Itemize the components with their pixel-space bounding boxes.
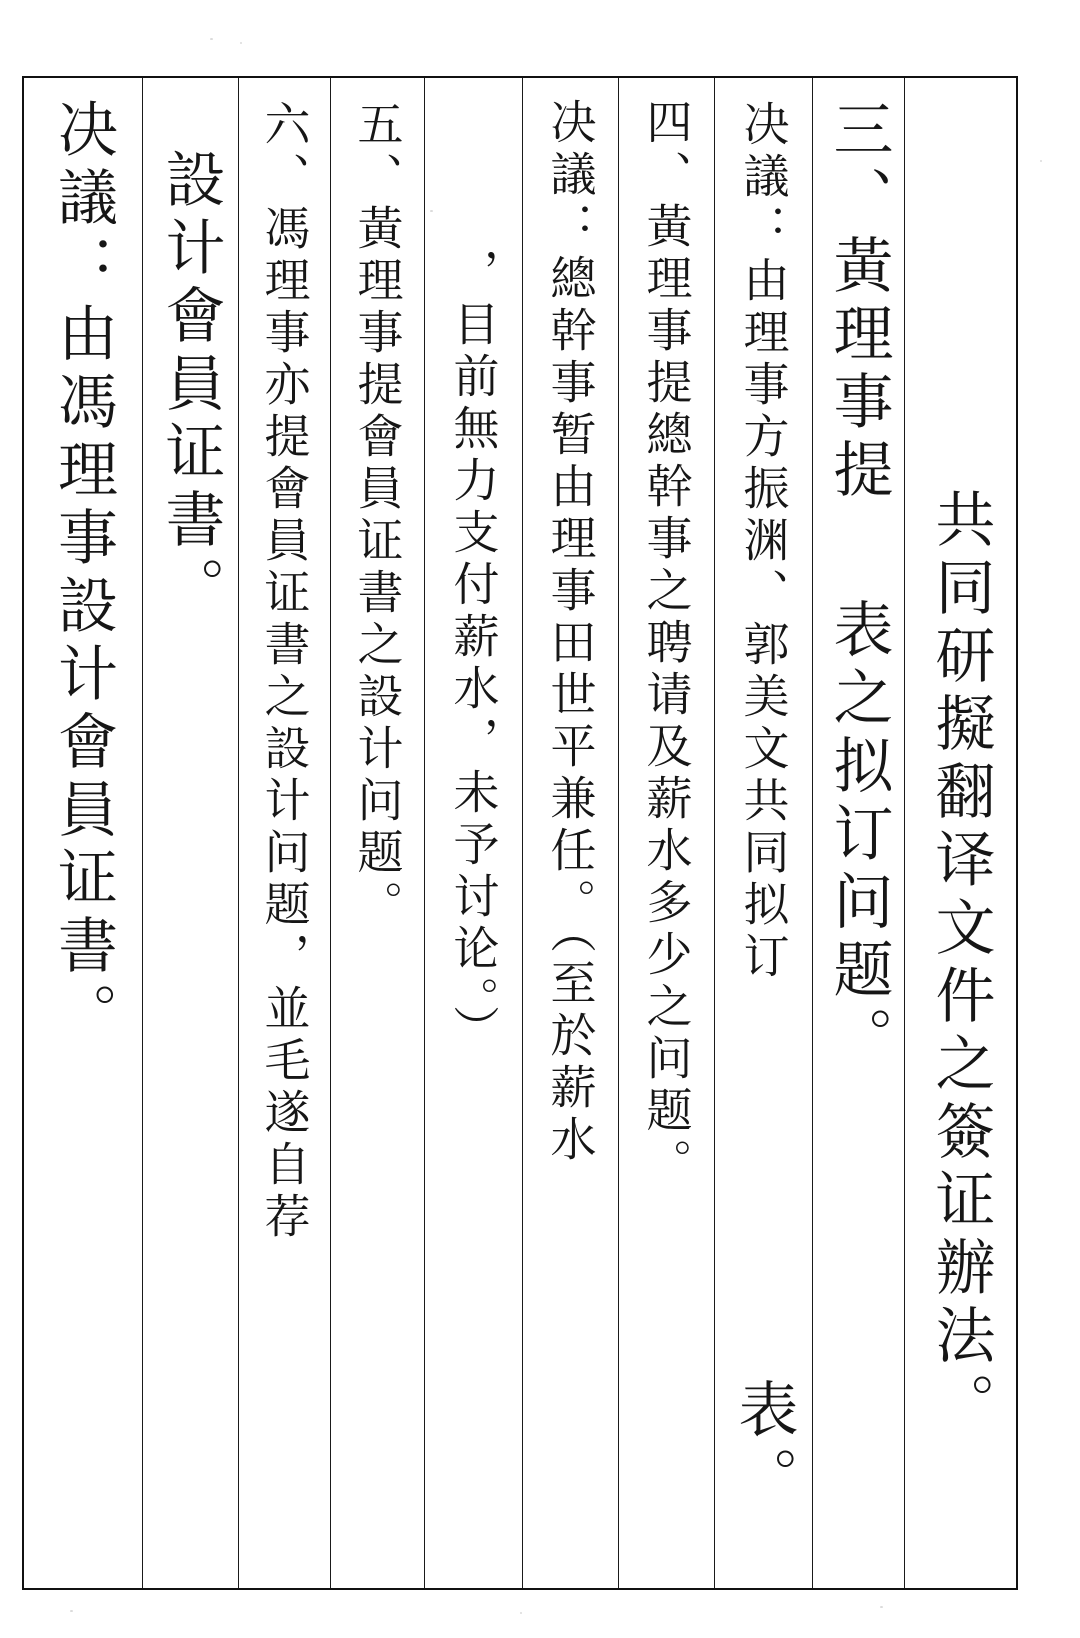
column-7 — [330, 78, 424, 1588]
column-2-text-bottom — [823, 598, 894, 1074]
column-9 — [142, 78, 238, 1588]
column-10-text — [48, 98, 118, 1050]
text-line: 五、黃理事提會員证書之設计问题。 — [350, 100, 405, 932]
scan-speck — [520, 1612, 522, 1614]
text-line: 四、黃理事提總幹事之聘请及薪水多少之问题。 — [639, 98, 694, 1190]
scan-speck — [210, 38, 213, 40]
scan-speck — [1040, 160, 1042, 162]
text-line: 表之拟订问题。 — [823, 598, 894, 1074]
column-1-text — [925, 488, 996, 1440]
column-8-text — [257, 100, 312, 1244]
text-line: ，目前無力支付薪水，未予讨论。） — [446, 248, 501, 1057]
text-line: 决議：由馮理事設计會員证書。 — [48, 98, 118, 1050]
ruled-manuscript-sheet — [22, 76, 1018, 1590]
scan-speck — [70, 1610, 73, 1612]
column-5 — [522, 78, 618, 1588]
column-3-text-bottom — [728, 1378, 799, 1514]
column-3-text-top — [736, 100, 791, 984]
text-line: 共同研擬翻译文件之簽证辦法。 — [925, 488, 996, 1440]
text-line: 三、黃理事提 — [823, 98, 894, 506]
column-6 — [424, 78, 522, 1588]
column-10 — [24, 78, 142, 1588]
column-4-text — [639, 98, 694, 1190]
scan-speck — [430, 210, 433, 212]
column-8 — [238, 78, 330, 1588]
text-line: 六、馮理事亦提會員证書之設计问题，並毛遂自荐 — [257, 100, 312, 1244]
column-7-text — [350, 100, 405, 932]
scan-speck — [240, 42, 242, 44]
text-line: 决議：總幹事暂由理事田世平兼任。（至於薪水 — [543, 98, 598, 1167]
text-line: 設计會員证書。 — [155, 148, 226, 624]
text-line: 表。 — [728, 1378, 799, 1514]
column-1 — [904, 78, 1016, 1588]
column-2-text-top — [823, 98, 894, 506]
column-4 — [618, 78, 714, 1588]
column-5-text — [543, 98, 598, 1167]
column-3 — [714, 78, 812, 1588]
column-2 — [812, 78, 904, 1588]
column-6-text — [446, 248, 501, 1057]
scan-speck — [880, 1606, 883, 1608]
text-line: 决議：由理事方振渊、郭美文共同拟订 — [736, 100, 791, 984]
column-9-text — [155, 148, 226, 624]
